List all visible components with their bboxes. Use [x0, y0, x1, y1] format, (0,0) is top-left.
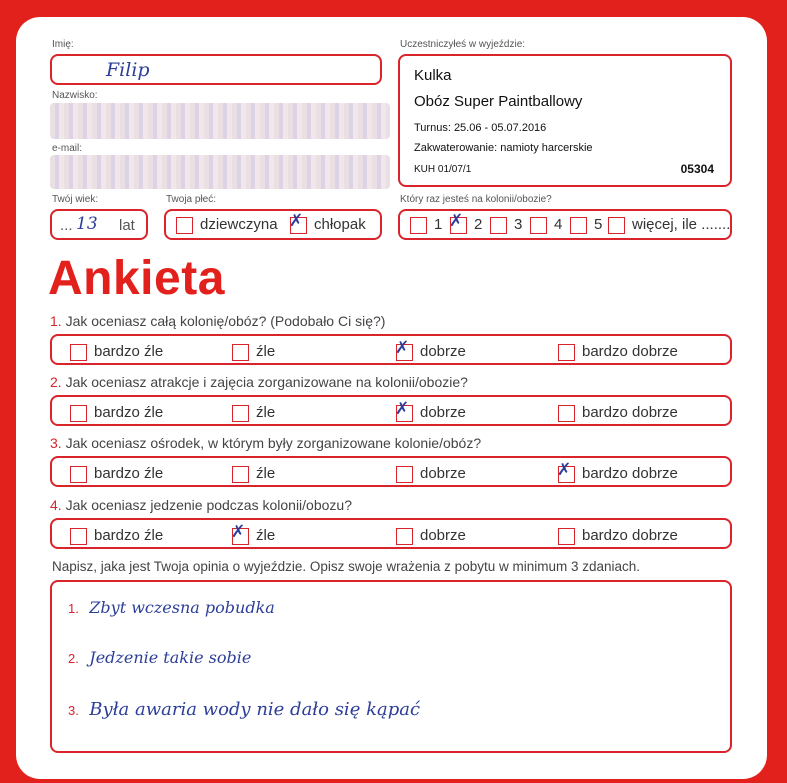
rating-checkbox[interactable]: [558, 405, 575, 422]
option-bardzo-dobrze[interactable]: ✗ bardzo dobrze: [557, 459, 678, 482]
opinion-instructions: Napisz, jaka jest Twoja opinia o wyjeździe. Opisz swoje wrażenia z pobytu w minimum 3 zdaniach.: [52, 559, 641, 574]
rating-checkbox[interactable]: [232, 344, 249, 361]
times-checkbox[interactable]: [410, 217, 427, 234]
camp-card: [398, 54, 732, 187]
times-option-5[interactable]: 5: [570, 216, 602, 234]
gender-field: [164, 209, 382, 240]
camp-header-label: Uczestniczyłeś w wyjeździe:: [400, 39, 526, 50]
question-4-options: [50, 518, 732, 549]
times-option-4[interactable]: 4: [530, 216, 562, 234]
check-mark-icon: ✗: [289, 210, 304, 231]
check-mark-icon: ✗: [449, 210, 464, 231]
check-mark-icon: ✗: [557, 459, 572, 480]
page-title: Ankieta: [48, 252, 225, 305]
option-bardzo-zle[interactable]: bardzo źle: [70, 404, 163, 422]
rating-checkbox[interactable]: [396, 466, 413, 483]
option-zle[interactable]: źle: [232, 404, 275, 422]
times-checkbox[interactable]: [449, 210, 467, 234]
times-field: [398, 209, 732, 240]
check-mark-icon: ✗: [395, 398, 410, 419]
female-checkbox[interactable]: [176, 217, 193, 234]
check-mark-icon: ✗: [395, 337, 410, 358]
question-1: 1. Jak oceniasz całą kolonię/obóz? (Podobało Ci się?): [50, 313, 386, 329]
option-bardzo-zle[interactable]: bardzo źle: [70, 343, 163, 361]
rating-checkbox[interactable]: [558, 528, 575, 545]
times-checkbox[interactable]: [530, 217, 547, 234]
rating-checkbox[interactable]: [232, 466, 249, 483]
camp-name: Kulka: [414, 67, 452, 84]
times-checkbox[interactable]: [608, 217, 625, 234]
camp-title: Obóz Super Paintballowy: [414, 93, 583, 110]
option-zle[interactable]: źle: [232, 465, 275, 483]
gender-male-option[interactable]: ✗ chłopak: [289, 210, 366, 233]
option-bardzo-zle[interactable]: bardzo źle: [70, 465, 163, 483]
name-label: Imię:: [52, 39, 74, 50]
times-checkbox[interactable]: [570, 217, 587, 234]
email-label: e-mail:: [52, 143, 83, 154]
rating-checkbox[interactable]: [395, 337, 413, 361]
camp-accommodation: Zakwaterowanie: namioty harcerskie: [414, 142, 593, 154]
rating-checkbox[interactable]: [395, 398, 413, 422]
option-bardzo-dobrze[interactable]: bardzo dobrze: [558, 527, 678, 545]
rating-checkbox[interactable]: [231, 521, 249, 545]
rating-checkbox[interactable]: [557, 459, 575, 483]
rating-checkbox[interactable]: [396, 528, 413, 545]
times-option-1[interactable]: 1: [410, 216, 442, 234]
rating-checkbox[interactable]: [558, 344, 575, 361]
question-3: 3. Jak oceniasz ośrodek, w którym były zorganizowane kolonie/obóz?: [50, 435, 482, 451]
gender-female-option[interactable]: dziewczyna: [176, 216, 278, 234]
rating-checkbox[interactable]: [70, 405, 87, 422]
times-checkbox[interactable]: [490, 217, 507, 234]
option-bardzo-zle[interactable]: bardzo źle: [70, 527, 163, 545]
option-bardzo-dobrze[interactable]: bardzo dobrze: [558, 343, 678, 361]
name-field[interactable]: [50, 54, 382, 85]
camp-turnus: Turnus: 25.06 - 05.07.2016: [414, 122, 547, 134]
age-suffix: lat: [119, 217, 135, 234]
option-dobrze[interactable]: dobrze: [396, 527, 466, 545]
opinion-textarea[interactable]: [50, 580, 732, 753]
camp-code: KUH 01/07/1: [414, 164, 472, 175]
name-value: Filip: [106, 59, 150, 81]
question-2: 2. Jak oceniasz atrakcje i zajęcia zorganizowane na kolonii/obozie?: [50, 374, 468, 390]
question-3-options: [50, 456, 732, 487]
times-label: Który raz jesteś na kolonii/obozie?: [400, 194, 552, 205]
age-dots: ...: [60, 217, 73, 234]
survey-sheet: [16, 17, 767, 779]
option-zle[interactable]: ✗ źle: [231, 521, 276, 544]
surname-label: Nazwisko:: [52, 90, 98, 101]
question-4: 4. Jak oceniasz jedzenie podczas kolonii/obozu?: [50, 497, 352, 513]
age-field[interactable]: [50, 209, 148, 240]
rating-checkbox[interactable]: [70, 466, 87, 483]
rating-checkbox[interactable]: [70, 344, 87, 361]
opinion-line-3: 3. Była awaria wody nie dało się kąpać: [68, 699, 421, 720]
question-2-options: [50, 395, 732, 426]
option-dobrze[interactable]: ✗ dobrze: [395, 337, 466, 360]
option-bardzo-dobrze[interactable]: bardzo dobrze: [558, 404, 678, 422]
rating-checkbox[interactable]: [70, 528, 87, 545]
times-option-2[interactable]: ✗ 2: [449, 210, 483, 233]
male-checkbox[interactable]: [289, 210, 307, 234]
times-option-3[interactable]: 3: [490, 216, 522, 234]
check-mark-icon: ✗: [231, 521, 246, 542]
email-redacted: [50, 155, 390, 189]
opinion-line-1: 1. Zbyt wczesna pobudka: [68, 598, 275, 617]
age-label: Twój wiek:: [52, 194, 99, 205]
option-zle[interactable]: źle: [232, 343, 275, 361]
surname-redacted: [50, 103, 390, 139]
times-option-more[interactable]: więcej, ile .......: [608, 216, 730, 234]
option-dobrze[interactable]: ✗ dobrze: [395, 398, 466, 421]
option-dobrze[interactable]: dobrze: [396, 465, 466, 483]
camp-number: 05304: [680, 162, 714, 176]
age-value: 13: [76, 214, 98, 234]
question-1-options: [50, 334, 732, 365]
gender-label: Twoja płeć:: [166, 194, 217, 205]
rating-checkbox[interactable]: [232, 405, 249, 422]
opinion-line-2: 2. Jedzenie takie sobie: [68, 648, 252, 667]
